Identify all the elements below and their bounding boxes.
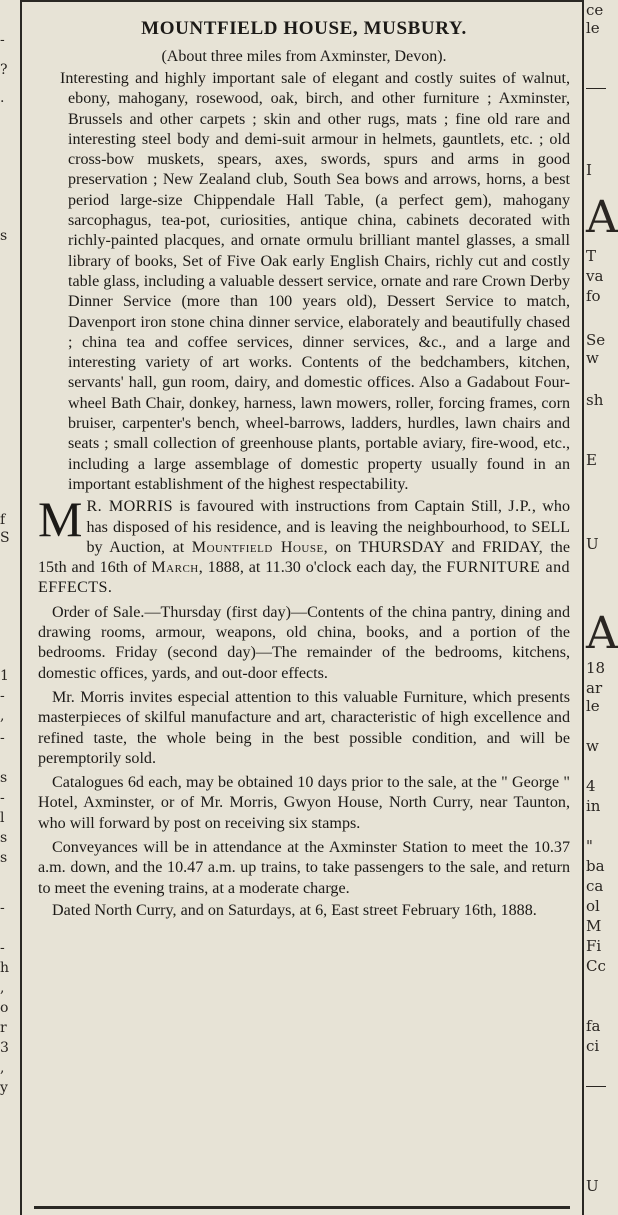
dated-line: Dated North Curry, and on Saturdays, at 6, East street February 16th, 1888. <box>52 901 537 919</box>
left-fragment: s <box>0 850 8 866</box>
left-fragment: o <box>0 1000 9 1016</box>
left-fragment: l <box>0 810 5 826</box>
left-fragment: ? <box>0 62 8 78</box>
venue-name: Mountfield House <box>191 538 324 556</box>
left-fragment: - <box>0 688 5 704</box>
right-divider <box>586 88 606 89</box>
order-of-sale: Order of Sale.—Thursday (first day)—Contents of the china pantry, dining and drawing rooms, armour, weapons, old china, books, and a portion of the bedrooms. Friday (second day)—The remainder of the bedrooms, kitchens, domestic offices, yards, and out-door effects. <box>38 603 570 682</box>
left-fragment: h <box>0 960 10 976</box>
announcement-text: , on THURSDAY and FRIDAY, the 15th and 16th of <box>38 538 570 577</box>
location-note: (About three miles from Axminster, Devon). <box>161 48 447 65</box>
right-column-rule <box>582 0 584 1215</box>
right-fragment: w <box>586 349 599 367</box>
right-fragment: ce <box>586 1 604 19</box>
left-fragment: s <box>0 830 8 846</box>
right-fragment: fa <box>586 1017 601 1035</box>
right-fragment: " <box>586 837 593 855</box>
right-divider <box>586 1086 606 1087</box>
goods-heading: FURNITURE and EFFECTS. <box>38 559 570 597</box>
left-fragment: 1 <box>0 668 9 684</box>
right-fragment-dropcap: A <box>586 608 618 659</box>
announcement-text: is favoured with instructions from Captain Still, <box>172 498 509 516</box>
left-fragment: . <box>0 90 5 106</box>
right-fragment: ca <box>586 877 604 895</box>
right-fragment: E <box>586 451 597 469</box>
left-column-rule <box>20 0 22 1215</box>
right-fragment: ar <box>586 679 603 697</box>
right-fragment-dropcap: A <box>586 192 618 243</box>
right-fragment: sh <box>586 391 604 409</box>
conveyances-paragraph: Conveyances will be in attendance at the Axminster Station to meet the 10.37 a.m. down, and the 10.47 a.m. up trains, to take passengers to the sale, and return to meet the evening trains, at a moderate charge. <box>38 838 570 897</box>
left-fragment: r <box>0 1020 7 1036</box>
left-fragment: - <box>0 900 5 916</box>
auction-announcement <box>38 491 571 598</box>
auctioneer-name: R. MORRIS <box>86 498 173 516</box>
right-fragment: va <box>586 267 604 285</box>
drop-cap: M <box>38 491 83 548</box>
right-fragment: U <box>586 535 599 553</box>
right-fragment: fo <box>586 287 601 305</box>
right-fragment: ci <box>586 1037 600 1055</box>
lot-description: Interesting and highly important sale of elegant and costly suites of walnut, ebony, mahogany, rosewood, oak, birch, and other furniture ; Axminster, Brussels and other carpets ; skin and other rugs, mats ; fine old rare and interesting steel body and demi-suit armour in helmets, gauntlets, etc. ; old cross-bow muskets, spears, axes, swords, spurs and arms in good preservation ; New Zealand club, South Sea bows and arrows, horns, a best period large-size Chippendale Hall Table, (a perfect gem), mahogany sarcophagus, tea-pot, curiosities, antique china, cabinets decorated with richly-painted placques, and ornate ormulu brilliant mantel glasses, a small library of books, Set of Five Oak early English Chairs, richly cut and costly table glass, including a valuable dessert service, ornate and rare Crown Derby Dinner Service (more than 100 years old), Dessert Service to match, Davenport iron stone china dinner service, elaborately and beautifully chased ; china tea and coffee services, dinner services, &c., and a large and interesting variety of art works. Contents of the bedchambers, kitchen, servants' hall, gun room, dairy, and domestic offices. Also a Gadabout Four-wheel Bath Chair, donkey, harness, lawn mowers, roller, forcing frames, corn bruiser, carpenter's bench, wheel-barrows, ladders, hurdles, lawn chairs and seats ; small collection of greenhouse plants, portable aviary, fire-wood, etc., including a large assemblage of domestic property usually found in an important establishment of the highest respectability. <box>60 70 570 493</box>
left-fragment: , <box>0 708 5 724</box>
sale-month: March <box>151 559 199 577</box>
left-fragment: 3 <box>0 1040 9 1056</box>
left-fragment: s <box>0 228 8 244</box>
right-fragment: w <box>586 737 599 755</box>
right-fragment: in <box>586 797 601 815</box>
announcement-text: , 1888, at 11.30 o'clock each day, the <box>198 559 447 577</box>
announcement-text: , who has disposed of his residence, and is leaving the neighbourhood, to SELL by Auction, at <box>86 498 571 556</box>
right-fragment: T <box>586 247 597 265</box>
left-fragment: s <box>0 770 8 786</box>
right-fragment: 4 <box>586 777 596 795</box>
left-fragment: - <box>0 790 5 806</box>
right-fragment: le <box>586 697 600 715</box>
right-fragment: Fi <box>586 937 602 955</box>
left-fragment: y <box>0 1080 8 1096</box>
auction-notice <box>30 16 578 921</box>
left-fragment: f <box>0 512 6 528</box>
right-fragment: Se <box>586 331 606 349</box>
left-fragment: S <box>0 530 10 546</box>
left-fragment: , <box>0 1060 5 1076</box>
left-fragment: - <box>0 940 5 956</box>
left-fragment: - <box>0 32 5 48</box>
right-fragment: M <box>586 917 602 935</box>
right-fragment: ol <box>586 897 600 915</box>
right-fragment: U <box>586 1177 599 1195</box>
top-rule <box>22 0 582 2</box>
notice-title: MOUNTFIELD HOUSE, MUSBURY. <box>141 18 467 39</box>
right-fragment: ba <box>586 857 605 875</box>
attention-paragraph: Mr. Morris invites especial attention to this valuable Furniture, which presents masterpieces of skilful manufacture and art, characteristic of high excellence and refined taste, the whole being in the best possible condition, and will be peremptorily sold. <box>38 688 570 767</box>
right-fragment: I <box>586 161 592 179</box>
left-fragment: - <box>0 730 5 746</box>
catalogues-paragraph: Catalogues 6d each, may be obtained 10 days prior to the sale, at the " George " Hotel, Axminster, or of Mr. Morris, Gwyon House, North Curry, near Taunton, who will forward by post on receiving six stamps. <box>38 774 570 832</box>
jp-title: J.P. <box>508 498 532 516</box>
right-fragment: le <box>586 19 600 37</box>
bottom-rule <box>34 1206 570 1209</box>
left-fragment: , <box>0 980 5 996</box>
right-fragment: 18 <box>586 659 606 677</box>
right-fragment: Cc <box>586 957 606 975</box>
